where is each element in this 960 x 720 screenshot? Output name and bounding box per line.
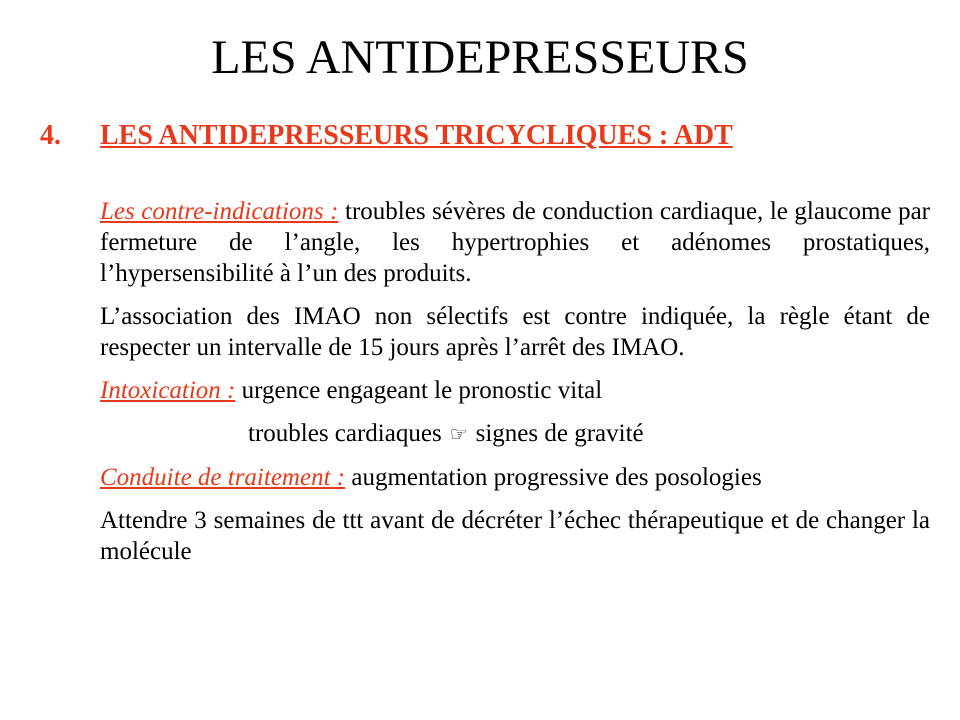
association-paragraph bbox=[100, 301, 930, 363]
attendre-paragraph bbox=[100, 505, 930, 567]
section-number: 4. bbox=[40, 120, 61, 151]
intoxication-detail-after: signes de gravité bbox=[475, 420, 644, 447]
contre-indications-text: troubles sévères de conduction cardiaque, le glaucome par fermeture de l’angle, les hypertrophies et adénomes prostatiques, l’hypersensibilité à l’un des produits. bbox=[100, 198, 931, 287]
association-text: L’association des IMAO non sélectifs est contre indiquée, la règle étant de respecter un intervalle de 15 jours après l’arrêt des IMAO. bbox=[100, 303, 930, 361]
intoxication-paragraph bbox=[100, 375, 930, 406]
section-heading-text: LES ANTIDEPRESSEURS TRICYCLIQUES : ADT bbox=[100, 120, 733, 151]
contre-indications-label: Les contre-indications : bbox=[100, 198, 339, 225]
contre-indications-paragraph bbox=[100, 196, 930, 289]
pointing-hand-icon: ☞ bbox=[449, 422, 468, 446]
intoxication-detail-before: troubles cardiaques bbox=[248, 420, 442, 447]
conduite-text: augmentation progressive des posologies bbox=[345, 464, 762, 491]
slide-title: LES ANTIDEPRESSEURS bbox=[211, 31, 749, 84]
intoxication-text: urgence engageant le pronostic vital bbox=[235, 377, 603, 404]
slide-body bbox=[100, 196, 930, 579]
conduite-label: Conduite de traitement : bbox=[100, 464, 346, 491]
section-heading bbox=[40, 118, 733, 154]
conduite-paragraph bbox=[100, 462, 930, 493]
intoxication-label: Intoxication : bbox=[100, 377, 236, 404]
attendre-text: Attendre 3 semaines de ttt avant de décréter l’échec thérapeutique et de changer la molécule bbox=[100, 507, 930, 565]
intoxication-detail bbox=[100, 418, 930, 450]
